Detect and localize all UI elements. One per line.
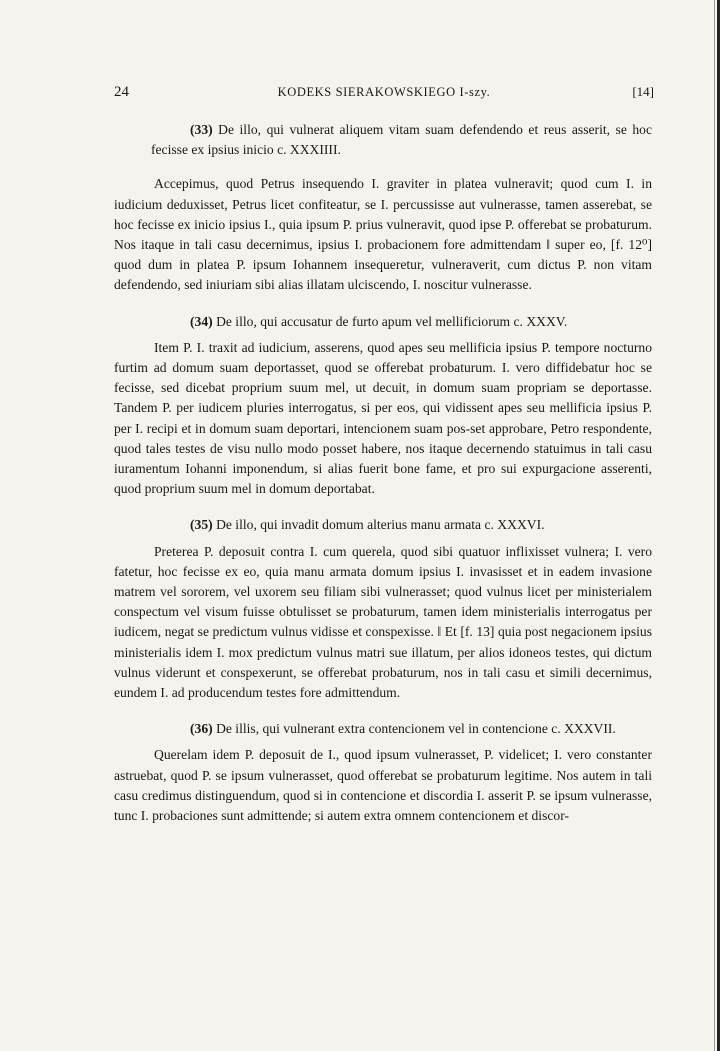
section-heading (114, 120, 652, 160)
running-title: KODEKS SIERAKOWSKIEGO I-szy. (277, 85, 491, 99)
section-title: De illo, qui vulnerat aliquem vitam suam defendendo et reus asserit, se hoc fecisse ex ipsius inicio c. XXXIIII. (151, 122, 652, 158)
section-number: (36) (190, 721, 213, 737)
section-heading (114, 719, 652, 739)
page-edge-shadow (714, 0, 715, 1051)
section-paragraph: Item P. I. traxit ad iudicium, asserens, quod apes seu mellificia ipsius P. tempore nocturno furtim ad domum suam deportasset, quod se offerebat probaturum. I. vero diffidebatur hoc se fecisse, sed dicebat proprium suum mel, ut decuit, in domum suam propriam se deportasse. Tandem P. per iudicem pluries interrogatus, si per eos, qui vidissent apes seu mellificia ipsius P. per I. recipi et in domum suam deportari, intencionem suam pos-set approbare, Petro respondente, quod tales testes de visu nullo modo posset habere, nos itaque decernendo statuimus in tali casu iuramentum Iohanni imponendum, si alias fuerit bone fame, et pro sui expurgacione asserenti, quod proprium suum mel in domum deportabat. (114, 339, 652, 497)
section-heading (114, 515, 652, 535)
section-title: De illo, qui invadit domum alterius manu armata c. XXXVI. (216, 517, 545, 533)
folio-marker: [14] (632, 84, 654, 99)
section-number: (35) (190, 517, 213, 533)
section-title: De illis, qui vulnerant extra contencionem vel in contencione c. XXXVII. (216, 721, 616, 737)
section-number: (33) (190, 122, 213, 137)
section-paragraph: Accepimus, quod Petrus insequendo I. graviter in platea vulneravit; quod cum I. in iudicium deduxisset, Petrus licet confiteatur, se I. percussisse aut vulnerasse, tamen asserebat, se hoc fecisse ex inicio ipsius I., quia ipsum P. prius vulneravit, quod ipse P. offerebat se probaturum. Nos itaque in tali casu decernimus, ipsius I. probacionem fore admittendam ‖ super eo, [f. 12⁰] quod dum in platea P. ipsum Iohannem insequeretur, vulneraverit, cum dictus P. non vitam defendendo, sed iniuriam sibi alias illatam ulciscendo, I. noscitur vulnerasse. (114, 176, 652, 293)
section-number: (34) (190, 313, 213, 329)
page-body (114, 120, 652, 826)
running-header (114, 84, 654, 104)
section-paragraph: Querelam idem P. deposuit de I., quod ipsum vulnerasset, P. videlicet; I. vero constanter astruebat, quod P. se ipsum vulnerasset, quod offerebat se probaturum legitime. Nos autem in tali casu credimus distinguendum, quod si in contencione et discordia I. asserit P. se ipsum vulnerasse, tunc I. probaciones sunt admittende; si autem extra omnem contencionem et discor- (114, 747, 652, 824)
section-paragraph: Preterea P. deposuit contra I. cum querela, quod sibi quatuor inflixisset vulnera; I. vero fatetur, hoc fecisse ex eo, quia manu armata domum ipsius I. invasisset et in eadem invasione matrem vel sororem, vel uxorem seu filiam sibi vulnerasset; quod vulnus licet per ministerialem conspectum vel visum fuisse obtulisset se probaturum, tamen idem ministerialis interrogatus per iudicem, negat se predictum vulnus vidisse et conspexisse. ‖ Et [f. 13] quia post negacionem ipsius ministerialis idem I. mox predictum vulnus matri sue illatum, per alios idoneos testes, qui dictum vulnus viderunt et conspexerunt, se offerebat probaturum, nos in tali casu et simili decernimus, eundem I. ad producendum testes fore admittendum. (114, 543, 652, 701)
section-heading (114, 312, 652, 332)
section-title: De illo, qui accusatur de furto apum vel mellificiorum c. XXXV. (216, 313, 568, 329)
page-number: 24 (114, 84, 129, 100)
